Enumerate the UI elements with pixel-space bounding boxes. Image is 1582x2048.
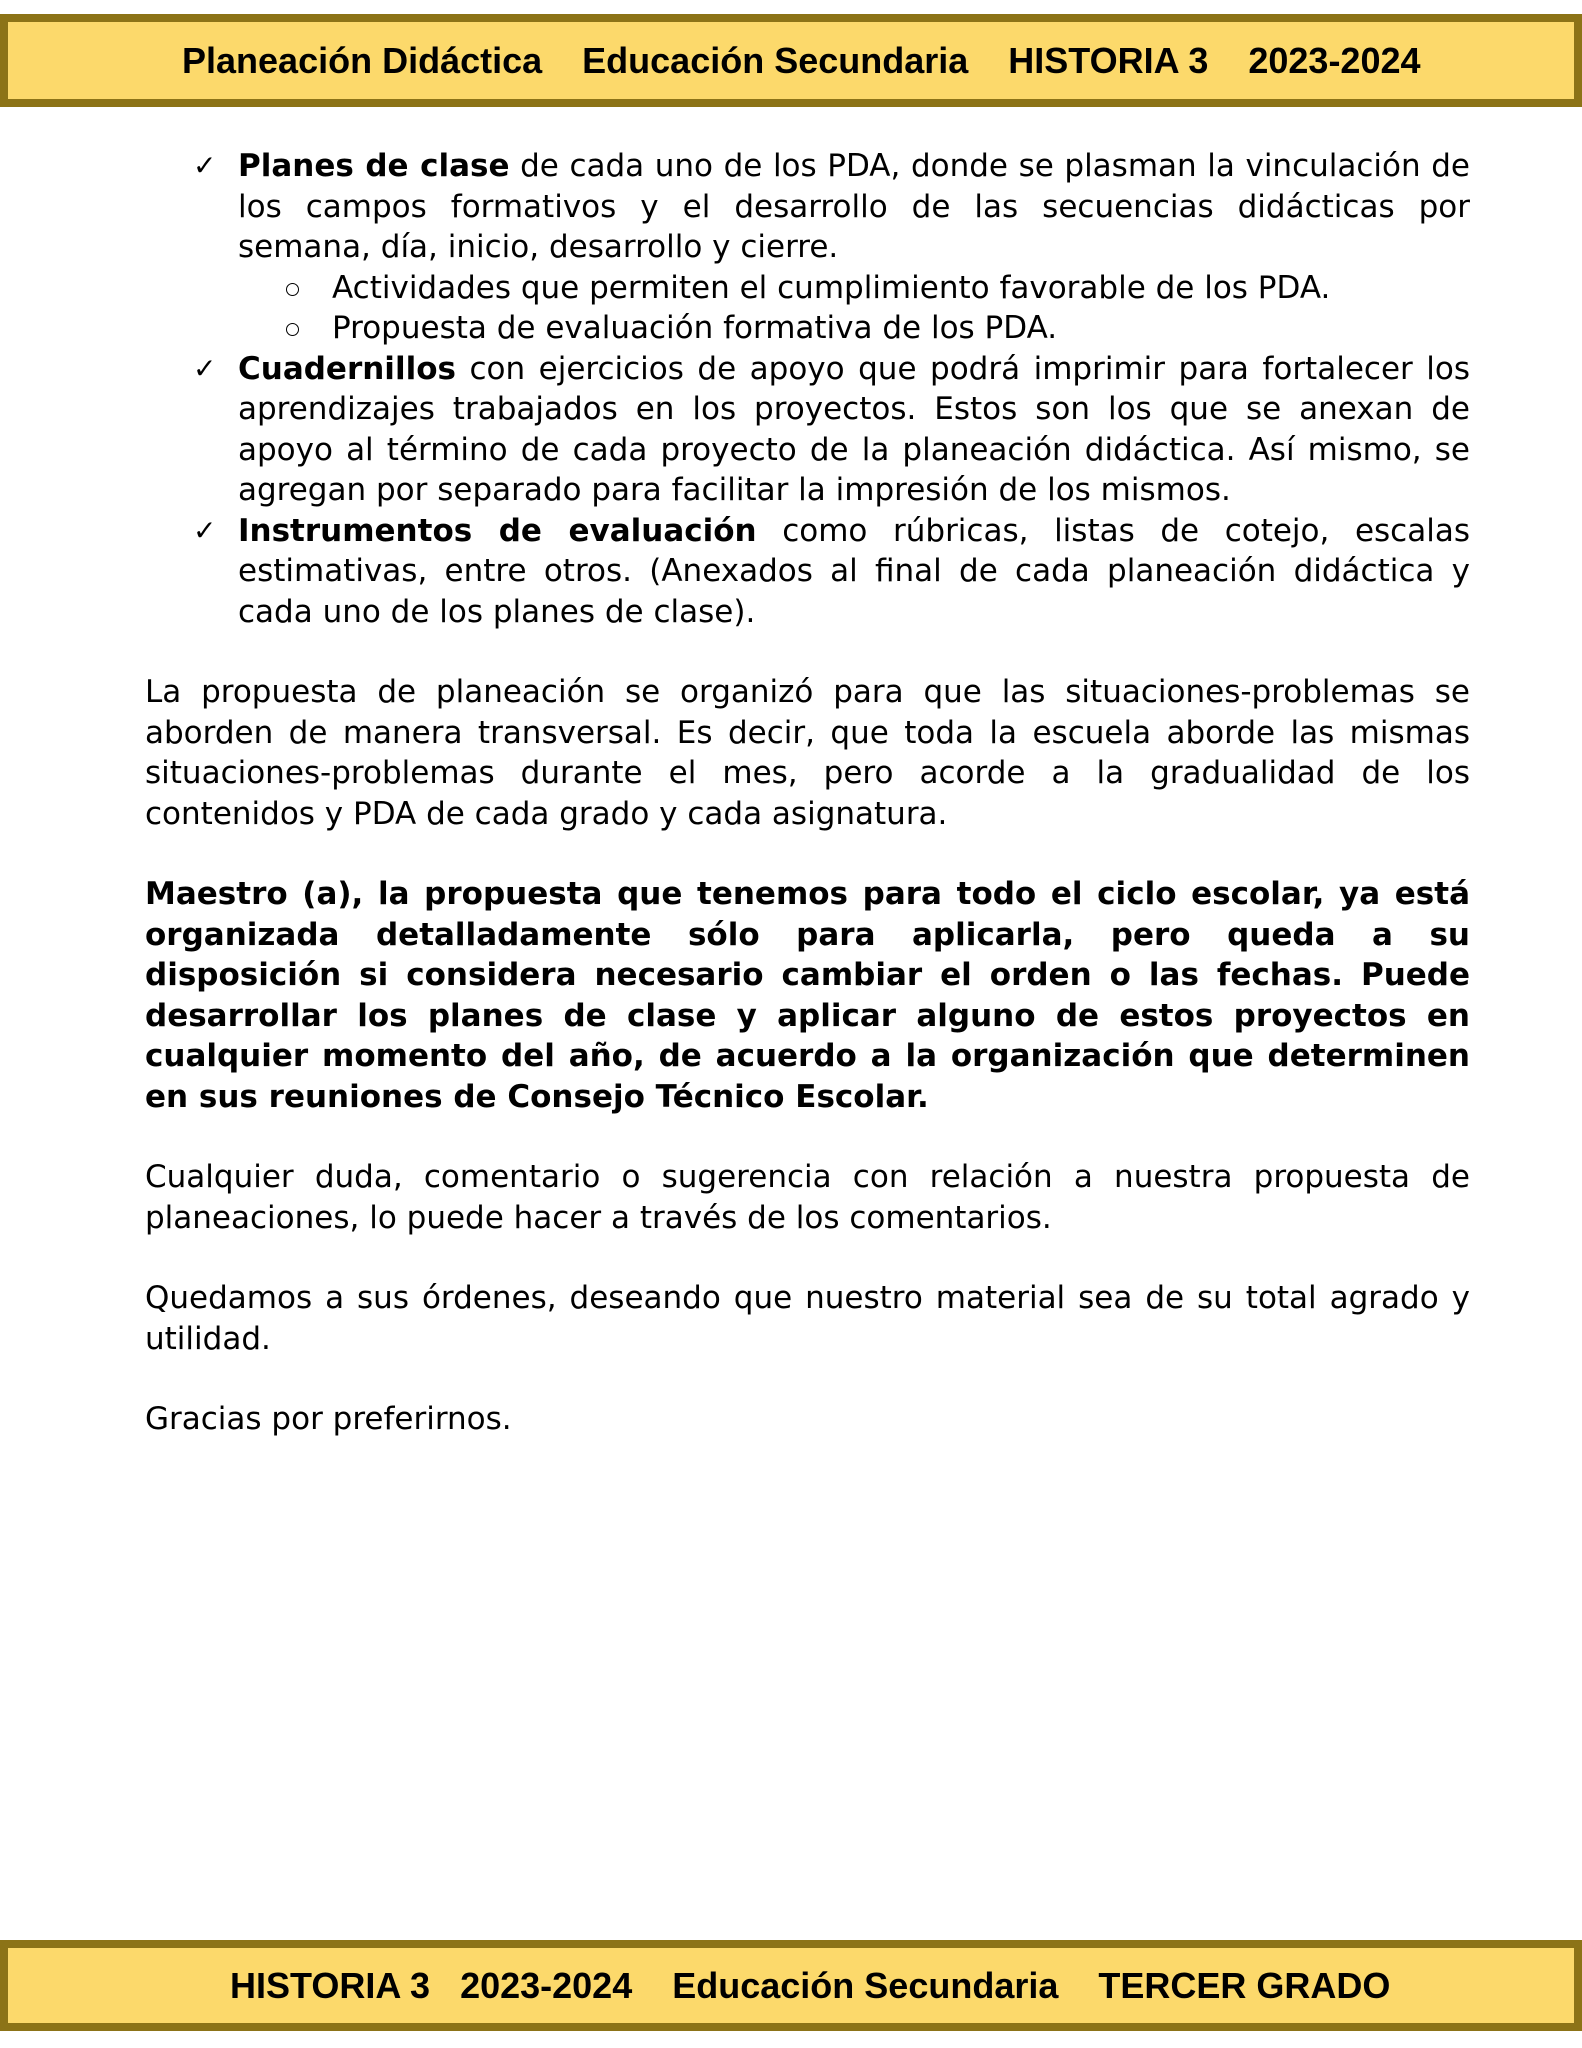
resource-checklist <box>145 146 1470 632</box>
paragraph-teacher-note: Maestro (a), la propuesta que tenemos para todo el ciclo escolar, ya está organizada detalladamente sólo para aplicarla, pero queda a su disposición si considera necesario cambiar el orden o las fechas. Puede desarrollar los planes de clase y aplicar alguno de estos proyectos en cualquier momento del año, de acuerdo a la organización que determinen en sus reuniones de Consejo Técnico Escolar. <box>145 876 1470 1115</box>
sub-list-item <box>238 308 1470 349</box>
sub-list-item <box>238 268 1470 309</box>
paragraph-organization: La propuesta de planeación se organizó para que las situaciones-problemas se aborden de manera transversal. Es decir, que toda la escuela aborde las mismas situaciones-problemas durante el mes, pero acorde a la gradualidad de los contenidos y PDA de cada grado y cada asignatura. <box>145 674 1470 832</box>
checklist-item-text: de cada uno de los PDA, donde se plasman la vinculación de los campos formativos y el desarrollo de las secuencias didácticas por semana, día, inicio, desarrollo y cierre. <box>238 148 1470 265</box>
checklist-item-title: Planes de clase <box>238 148 510 184</box>
document-body <box>145 146 1470 1440</box>
header-title: Planeación Didáctica <box>182 39 543 81</box>
header-year: 2023-2024 <box>1248 39 1421 81</box>
paragraph-closing: Quedamos a sus órdenes, deseando que nuestro material sea de su total agrado y utilidad. <box>145 1280 1470 1357</box>
footer-subject: HISTORIA 3 <box>230 1964 431 2006</box>
checklist-item-cuadernillos <box>145 349 1470 511</box>
circle-bullet-icon <box>286 323 299 336</box>
footer-grade: TERCER GRADO <box>1098 1964 1391 2006</box>
checkmark-icon: ✓ <box>193 149 217 182</box>
header-level: Educación Secundaria <box>582 39 969 81</box>
footer-year: 2023-2024 <box>460 1964 633 2006</box>
circle-bullet-icon <box>286 283 299 296</box>
checkmark-icon: ✓ <box>193 351 217 385</box>
checklist-item-title: Cuadernillos <box>238 350 456 387</box>
paragraph-thanks: Gracias por preferirnos. <box>145 1401 512 1437</box>
checklist-item-title: Instrumentos de evaluación <box>238 512 757 549</box>
header-subject: HISTORIA 3 <box>1008 39 1209 81</box>
sub-list-item-text: Actividades que permiten el cumplimiento favorable de los PDA. <box>332 269 1331 306</box>
checklist-item-text: como rúbricas, listas de cotejo, escalas estimativas, entre otros. (Anexados al final de cada planeación didáctica y cada uno de los planes de clase). <box>238 512 1470 630</box>
footer-banner <box>0 1940 1582 2031</box>
footer-level: Educación Secundaria <box>672 1964 1059 2006</box>
paragraph-questions: Cualquier duda, comentario o sugerencia con relación a nuestra propuesta de planeaciones, lo puede hacer a través de los comentarios. <box>145 1159 1470 1236</box>
header-banner <box>0 14 1582 107</box>
checklist-item-text: con ejercicios de apoyo que podrá imprimir para fortalecer los aprendizajes trabajados en los proyectos. Estos son los que se anexan de apoyo al término de cada proyecto de la planeación didáctica. Así mismo, se agregan por separado para facilitar la impresión de los mismos. <box>238 350 1470 508</box>
sub-list-item-text: Propuesta de evaluación formativa de los PDA. <box>332 310 1058 346</box>
sub-list <box>238 268 1470 349</box>
checkmark-icon: ✓ <box>193 513 217 547</box>
checklist-item-instrumentos <box>145 511 1470 633</box>
checklist-item-planes <box>145 146 1470 349</box>
